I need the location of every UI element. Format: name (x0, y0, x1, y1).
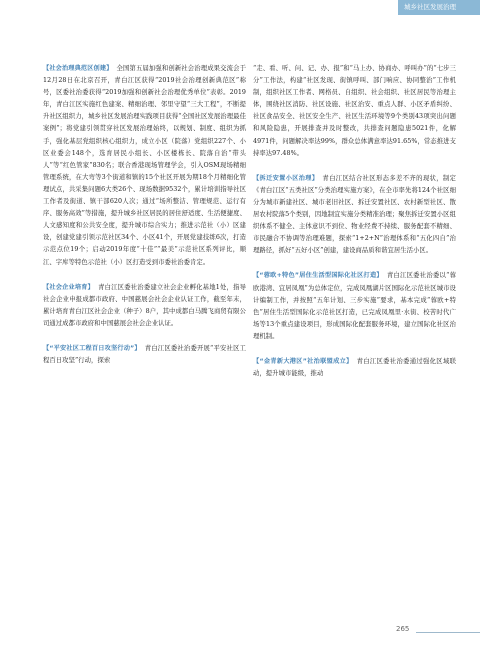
section-tag: 【社会治理典范区创建】 (43, 65, 113, 72)
footer-rule (416, 632, 480, 633)
section-body: 青白江区结合社区形态多差不齐的现状，制定《青白江区“五类社区”分类治理实施方案》，在全市率先将124个社区细分为城市新建社区、城市老旧社区、拆迁安置社区、农村新型社区、散居农村院落5个类别，因地制宜实施分类精准治理；聚焦拆迁安置小区组织体系不健全、主体意识不到位、物业经费不持续、服务配套不精细、市民融合不协调等治理难题，探索“1+2+N”治理体系和“五化四自”治理路径，抓好“五好小区”创建，建设商品质和谐宜居生活小区。 (253, 174, 456, 255)
section-body: “走、看、听、问、记、办、报”和“马上办、协商办、呼叫办”的“七步三分”工作法，构建“社区发现、街镇呼叫、部门响应、协同整治”工作机制，组织社区工作者、网格员、自组织、社会组织、社区居民等治理主体，围绕社区消防、社区设施、社区治安、重点人群、小区矛盾纠纷、社区食品安全、社区安全生产、社区生活环境等9个类别43项突出问题和风险隐患，开展排查并及时整改，共排查问题隐患5021件，化解4971件，问题解决率达99%，群众总体满意率达91.65%，常态推进支持率达97.48%。 (253, 65, 456, 157)
section-body: 青白江区委社治委建立社会企业孵化基地1处，指导社会企业申报成都市政府、中国慈展会社会企业认证工作，截至年末，累计培育青白江区社会企业（种子）8户，其中成都白马腾飞商贸有限公司通过成都市政府和中国慈展会社会企业认证。 (43, 283, 246, 327)
left-column (43, 63, 246, 380)
section-continued-text (253, 63, 456, 160)
page-number: 265 (396, 625, 410, 633)
section-body: 青白江区委社治委以“蓉欧港湾、宜居凤凰”为总体定位，完成凤凰湖片区国际化示范社区城市设计编制工作，并按照“五年计划、三步实施”要求，基本完成“蓉欧+特色”居住生活型国际化示范社区打造，已完成凤凰里·水街、校苦时代广场等13个重点建设项目，形成国际化配套服务环境，建立国际化社区治理机制。 (253, 272, 457, 340)
section-international-community (253, 270, 456, 343)
section-social-enterprise (43, 282, 246, 330)
right-column (253, 63, 456, 393)
section-body: 青白江区委社治委开展“平安社区工程百日攻坚”行动，探索 (43, 344, 246, 365)
section-tag: 【“平安社区工程百日攻坚行动”】 (43, 344, 141, 352)
section-social-governance-model (43, 63, 246, 269)
running-header (398, 0, 480, 15)
section-safe-community (43, 343, 246, 367)
section-alliance (253, 356, 456, 380)
section-resettlement (253, 173, 456, 258)
section-body: 全国第五届加强和创新社会治理成果交流会于12月28日在北京召开，青白江区获得“2019社会治理创新典范区”称号，区委社治委获得“2019加强和创新社会治理优秀单位”表彰。2019年，青白江区实施红色建案、精细治理、邻里守望“三大工程”，不断提升社区组织力，城乡社区发展治理实践项目获得“全国社区发展治理最佳案例”；将党建引领贯穿社区发展治理始终，以规划、制度、组织为抓手，强化基层党组织核心组织力，成立小区（院落）党组织227个、小区业委会148个，选育居民小组长、小区楼栋长、院落自治“带头人”等“红色管家”830名；联合香港现场管理学会，引入OSM现场精细管理系统，在大弯等3个街道和镇的15个社区开展为期18个月精细化管理试点，共采集问题6大类26个、现场数据9532个，累计培训指导社区工作者及街道、镇干部620人次；通过“场所整洁、管理规范、运行有序、服务高效”等措施，提升城乡社区居民的居住舒适度、生活便捷度、人文感知度和公共安全度，提升城市综合实力；推进示范社（小）区建设，创建党建引领示范社区34个、小区41个，开展党建技练6次，打造示范点位19个；启动2019年度“十佳”“最美”示范社区系列评比，顺江、字库等特色示范社（小）区打造受到市委社治委肯定。 (43, 65, 246, 266)
section-tag: 【“金青新大港区”社治联盟成立】 (253, 357, 353, 365)
section-tag: 【拆迁安置小区治理】 (253, 174, 319, 182)
section-tag: 【社会企业培育】 (43, 283, 95, 291)
running-header-title: 城乡社区发展治理 (404, 3, 456, 11)
section-tag: 【“蓉欧+特色”居住生活型国际化社区打造】 (253, 272, 383, 280)
section-body: 青白江区委社治委通过强化区域联动，提升城市能级，推动 (253, 357, 456, 378)
